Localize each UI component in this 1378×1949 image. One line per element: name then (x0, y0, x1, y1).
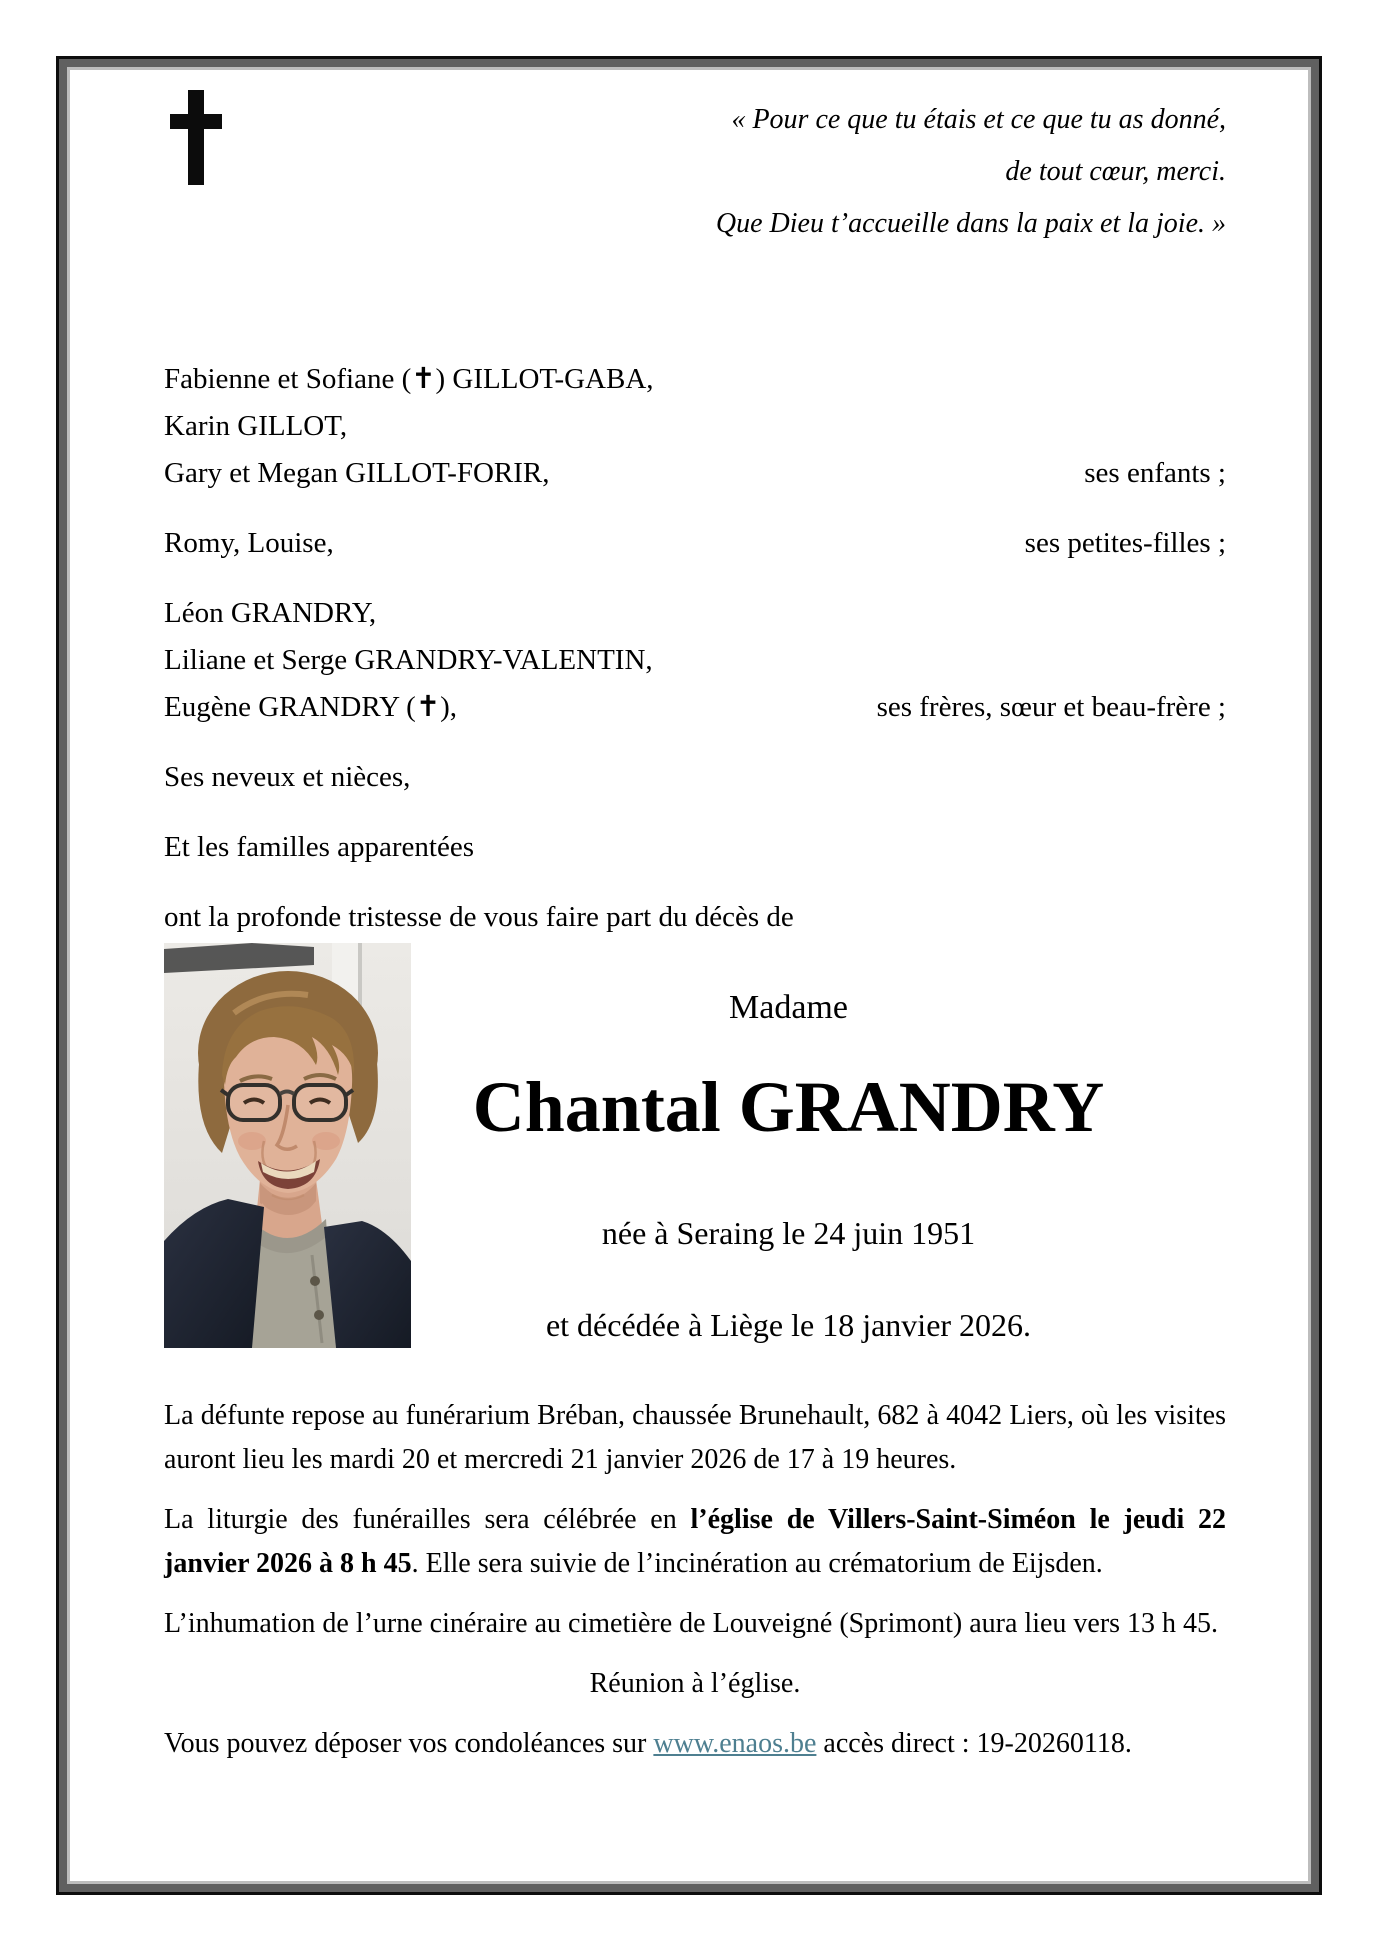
family-group-nieces (164, 754, 1226, 801)
family-name: Eugène GRANDRY (✝), (164, 691, 458, 723)
family-name: Gary et Megan GILLOT-FORIR, (164, 457, 550, 489)
memorial-quote (164, 86, 1226, 250)
family-name: Karin GILLOT, (164, 410, 348, 442)
announcement-intro: ont la profonde tristesse de vous faire part du décès de (164, 901, 794, 933)
family-line (164, 356, 1226, 403)
relation-label: ses petites-filles ; (1024, 527, 1226, 559)
relation-label: ses enfants ; (1084, 457, 1226, 489)
latin-cross-icon (170, 90, 222, 185)
family-name: Ses neveux et nièces, (164, 761, 411, 793)
announcement-block (164, 943, 1226, 1348)
card-mid-frame (59, 59, 1319, 1892)
liturgy-prefix: La liturgie des funérailles sera célébrée en (164, 1504, 691, 1535)
family-line (164, 684, 1226, 731)
family-line (164, 590, 1226, 637)
family-line (164, 520, 1226, 567)
family-section (164, 356, 1226, 941)
family-group-children (164, 356, 1226, 497)
family-line (164, 637, 1226, 684)
liturgy-highlight: l’église de Villers-Saint-Siméon le jeudi 22 janvier 2026 à 8 h 45 (164, 1504, 1226, 1579)
family-line (164, 450, 1226, 497)
family-line (164, 403, 1226, 450)
family-name: Fabienne et Sofiane (✝) GILLOT-GABA, (164, 363, 654, 395)
death-line: et décédée à Liège le 18 janvier 2026. (545, 1307, 1032, 1343)
family-line (164, 754, 1226, 801)
liturgy-paragraph (164, 1498, 1226, 1586)
deceased-name: Chantal GRANDRY (472, 1067, 1105, 1147)
card-outer-frame (56, 56, 1322, 1895)
condolences-paragraph (164, 1722, 1226, 1766)
repose-paragraph: La défunte repose au funérarium Bréban, chaussée Brunehault, 682 à 4042 Liers, où les visites auront lieu les mardi 20 et mercredi 21 janvier 2026 de 17 à 19 heures. (164, 1400, 1226, 1475)
condolences-prefix: Vous pouvez déposer vos condoléances sur (164, 1728, 654, 1759)
cross-bar-vertical (188, 90, 204, 185)
quote-line-1: « Pour ce que tu étais et ce que tu as donné, (731, 104, 1226, 135)
reunion-line: Réunion à l’église. (589, 1668, 801, 1699)
family-group-related (164, 824, 1226, 871)
deceased-block (411, 943, 1226, 1348)
card-page (67, 67, 1311, 1884)
card-header (164, 86, 1226, 326)
quote-line-3: Que Dieu t’accueille dans la paix et la joie. » (715, 208, 1226, 239)
enaos-link[interactable]: www.enaos.be (653, 1728, 817, 1759)
ceremony-details (164, 1394, 1226, 1766)
family-group-grandchildren (164, 520, 1226, 567)
relation-label: ses frères, sœur et beau-frère ; (876, 691, 1226, 723)
birth-line: née à Seraing le 24 juin 1951 (601, 1215, 976, 1251)
family-name: Et les familles apparentées (164, 831, 475, 863)
portrait-photo (164, 943, 411, 1348)
family-name: Romy, Louise, (164, 527, 334, 559)
family-group-siblings (164, 590, 1226, 731)
cross-bar-horizontal (170, 114, 222, 129)
inhumation-paragraph: L’inhumation de l’urne cinéraire au cimetière de Louveigné (Sprimont) aura lieu vers 13 h 45. (164, 1608, 1219, 1639)
condolences-suffix: accès direct : 19-20260118. (816, 1728, 1132, 1759)
deceased-title: Madame (729, 989, 848, 1026)
family-line (164, 824, 1226, 871)
liturgy-suffix: . Elle sera suivie de l’incinération au crématorium de Eijsden. (411, 1548, 1103, 1579)
family-name: Liliane et Serge GRANDRY-VALENTIN, (164, 644, 653, 676)
family-name: Léon GRANDRY, (164, 597, 377, 629)
quote-line-2: de tout cœur, merci. (1005, 156, 1226, 187)
